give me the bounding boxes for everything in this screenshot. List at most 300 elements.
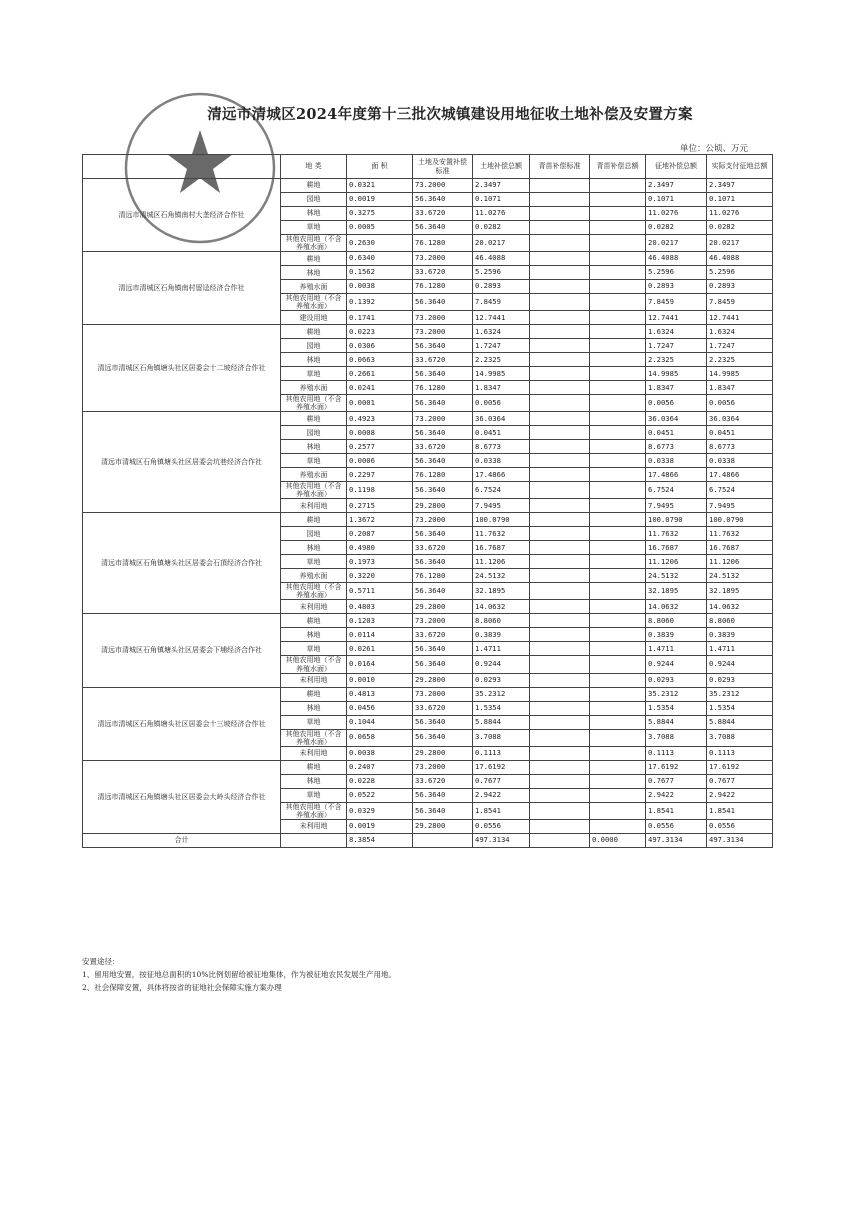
land-type-cell: 耕地 xyxy=(281,513,347,527)
crop-standard-cell xyxy=(530,353,590,367)
land-type-cell: 耕地 xyxy=(281,760,347,774)
crop-total-cell xyxy=(590,395,646,412)
land-type-cell: 草地 xyxy=(281,221,347,235)
actual-payment-cell: 0.7677 xyxy=(707,774,773,788)
land-type-cell: 未利用地 xyxy=(281,746,347,760)
crop-standard-cell xyxy=(530,628,590,642)
standard-cell: 29.2800 xyxy=(413,600,473,614)
land-type-cell: 养殖水面 xyxy=(281,569,347,583)
actual-payment-cell: 0.0056 xyxy=(707,395,773,412)
actual-payment-cell: 1.6324 xyxy=(707,325,773,339)
crop-standard-cell xyxy=(530,381,590,395)
area-cell: 0.3275 xyxy=(347,207,413,221)
collective-name-cell: 清远市清城区石角镇塘头社区居委会坑巷经济合作社 xyxy=(83,412,281,513)
standard-cell: 56.3640 xyxy=(413,583,473,600)
compensation-total-cell: 0.2893 xyxy=(646,280,707,294)
actual-payment-cell: 36.0364 xyxy=(707,412,773,426)
crop-total-cell xyxy=(590,482,646,499)
crop-total-cell xyxy=(590,339,646,353)
land-type-cell: 其他农用地（不含养殖水面） xyxy=(281,294,347,311)
area-cell: 0.0261 xyxy=(347,642,413,656)
land-compensation-cell: 12.7441 xyxy=(473,311,530,325)
compensation-total-cell: 17.4866 xyxy=(646,468,707,482)
note-item: 1、留用地安置，按征地总面积的10%比例划留给被征地集体，作为被征地农民发展生产用地。 xyxy=(82,970,396,979)
land-type-cell: 园地 xyxy=(281,527,347,541)
header-cell: 青苗补偿标准 xyxy=(530,155,590,179)
actual-payment-cell: 16.7687 xyxy=(707,541,773,555)
land-compensation-cell: 0.0556 xyxy=(473,819,530,833)
compensation-total-cell: 1.5354 xyxy=(646,701,707,715)
area-cell: 0.0658 xyxy=(347,729,413,746)
crop-total-cell xyxy=(590,569,646,583)
notes-section xyxy=(82,955,396,994)
compensation-total-cell: 24.5132 xyxy=(646,569,707,583)
crop-standard-cell xyxy=(530,583,590,600)
compensation-total-cell: 0.9244 xyxy=(646,656,707,673)
unit-label: 单位：公顷、万元 xyxy=(680,144,749,154)
compensation-total-cell: 2.3497 xyxy=(646,179,707,193)
crop-total-cell xyxy=(590,819,646,833)
crop-standard-cell xyxy=(530,527,590,541)
area-cell: 0.2407 xyxy=(347,760,413,774)
land-type-cell: 林地 xyxy=(281,266,347,280)
land-compensation-cell: 1.8541 xyxy=(473,802,530,819)
area-cell: 0.2661 xyxy=(347,367,413,381)
crop-total-cell xyxy=(590,555,646,569)
land-type-cell: 园地 xyxy=(281,193,347,207)
crop-total-cell xyxy=(590,381,646,395)
header-cell: 征地补偿总额 xyxy=(646,155,707,179)
compensation-total-cell: 0.0282 xyxy=(646,221,707,235)
total-area-cell: 8.3854 xyxy=(347,833,413,847)
land-compensation-cell: 100.0790 xyxy=(473,513,530,527)
crop-standard-cell xyxy=(530,701,590,715)
collective-name-cell: 清远市清城区石角镇塘头社区居委会十二坡经济合作社 xyxy=(83,325,281,412)
crop-standard-cell xyxy=(530,252,590,266)
compensation-total-cell: 46.4088 xyxy=(646,252,707,266)
land-type-cell: 未利用地 xyxy=(281,673,347,687)
land-type-cell: 其他农用地（不含养殖水面） xyxy=(281,235,347,252)
compensation-total-cell: 0.1113 xyxy=(646,746,707,760)
crop-total-cell xyxy=(590,673,646,687)
crop-standard-cell xyxy=(530,468,590,482)
actual-payment-cell: 12.7441 xyxy=(707,311,773,325)
land-compensation-cell: 24.5132 xyxy=(473,569,530,583)
crop-standard-cell xyxy=(530,311,590,325)
crop-total-cell xyxy=(590,600,646,614)
crop-total-cell xyxy=(590,221,646,235)
area-cell: 0.3220 xyxy=(347,569,413,583)
standard-cell: 76.1280 xyxy=(413,569,473,583)
table-row xyxy=(83,614,773,628)
land-type-cell: 耕地 xyxy=(281,614,347,628)
crop-standard-cell xyxy=(530,774,590,788)
compensation-total-cell: 1.4711 xyxy=(646,642,707,656)
compensation-total-cell: 0.7677 xyxy=(646,774,707,788)
area-cell: 0.0663 xyxy=(347,353,413,367)
land-type-cell: 草地 xyxy=(281,715,347,729)
total-crop-standard-cell xyxy=(530,833,590,847)
crop-total-cell xyxy=(590,614,646,628)
land-compensation-cell: 17.4866 xyxy=(473,468,530,482)
land-compensation-cell: 0.7677 xyxy=(473,774,530,788)
land-type-cell: 未利用地 xyxy=(281,819,347,833)
land-compensation-cell: 2.2325 xyxy=(473,353,530,367)
standard-cell: 73.2000 xyxy=(413,760,473,774)
crop-standard-cell xyxy=(530,412,590,426)
compensation-table xyxy=(82,154,773,848)
land-compensation-cell: 14.0632 xyxy=(473,600,530,614)
area-cell: 0.0008 xyxy=(347,426,413,440)
header-cell: 实际支付征地总额 xyxy=(707,155,773,179)
land-type-cell: 草地 xyxy=(281,367,347,381)
crop-total-cell xyxy=(590,729,646,746)
land-type-cell: 未利用地 xyxy=(281,499,347,513)
land-type-cell: 草地 xyxy=(281,788,347,802)
area-cell: 0.0228 xyxy=(347,774,413,788)
actual-payment-cell: 0.0293 xyxy=(707,673,773,687)
crop-standard-cell xyxy=(530,642,590,656)
crop-total-cell xyxy=(590,513,646,527)
crop-standard-cell xyxy=(530,482,590,499)
area-cell: 0.0019 xyxy=(347,193,413,207)
compensation-total-cell: 16.7687 xyxy=(646,541,707,555)
actual-payment-cell: 14.0632 xyxy=(707,600,773,614)
actual-payment-cell: 8.6773 xyxy=(707,440,773,454)
table-row xyxy=(83,687,773,701)
table-row xyxy=(83,513,773,527)
compensation-total-cell: 5.2596 xyxy=(646,266,707,280)
land-type-cell: 林地 xyxy=(281,628,347,642)
area-cell: 1.3672 xyxy=(347,513,413,527)
land-type-cell: 草地 xyxy=(281,642,347,656)
table-row xyxy=(83,252,773,266)
compensation-total-cell: 36.0364 xyxy=(646,412,707,426)
area-cell: 0.1198 xyxy=(347,482,413,499)
standard-cell: 56.3640 xyxy=(413,527,473,541)
land-type-cell: 林地 xyxy=(281,701,347,715)
table-row xyxy=(83,412,773,426)
area-cell: 0.1203 xyxy=(347,614,413,628)
actual-payment-cell: 35.2312 xyxy=(707,687,773,701)
crop-standard-cell xyxy=(530,569,590,583)
crop-standard-cell xyxy=(530,656,590,673)
land-type-cell: 建设用地 xyxy=(281,311,347,325)
land-compensation-cell: 1.5354 xyxy=(473,701,530,715)
area-cell: 0.4813 xyxy=(347,687,413,701)
compensation-total-cell: 17.6192 xyxy=(646,760,707,774)
crop-total-cell xyxy=(590,325,646,339)
land-compensation-cell: 5.8844 xyxy=(473,715,530,729)
standard-cell: 29.2800 xyxy=(413,499,473,513)
standard-cell: 56.3640 xyxy=(413,339,473,353)
crop-total-cell xyxy=(590,628,646,642)
standard-cell: 73.2000 xyxy=(413,325,473,339)
actual-payment-cell: 1.7247 xyxy=(707,339,773,353)
land-compensation-cell: 0.9244 xyxy=(473,656,530,673)
compensation-total-cell: 0.0293 xyxy=(646,673,707,687)
crop-standard-cell xyxy=(530,600,590,614)
crop-total-cell xyxy=(590,193,646,207)
area-cell: 0.4803 xyxy=(347,600,413,614)
actual-payment-cell: 0.0338 xyxy=(707,454,773,468)
crop-total-cell xyxy=(590,412,646,426)
total-land-cell: 497.3134 xyxy=(473,833,530,847)
crop-standard-cell xyxy=(530,426,590,440)
compensation-total-cell: 11.0276 xyxy=(646,207,707,221)
compensation-total-cell: 35.2312 xyxy=(646,687,707,701)
land-type-cell: 草地 xyxy=(281,555,347,569)
land-compensation-cell: 16.7687 xyxy=(473,541,530,555)
standard-cell: 56.3640 xyxy=(413,193,473,207)
land-compensation-cell: 35.2312 xyxy=(473,687,530,701)
compensation-total-cell: 1.8541 xyxy=(646,802,707,819)
actual-payment-cell: 1.5354 xyxy=(707,701,773,715)
note-item: 2、社会保障安置，具体将按省的征地社会保障实施方案办理 xyxy=(82,983,282,992)
land-compensation-cell: 3.7088 xyxy=(473,729,530,746)
land-compensation-cell: 11.1206 xyxy=(473,555,530,569)
area-cell: 0.0241 xyxy=(347,381,413,395)
crop-total-cell xyxy=(590,527,646,541)
land-compensation-cell: 7.8459 xyxy=(473,294,530,311)
land-type-cell: 林地 xyxy=(281,353,347,367)
actual-payment-cell: 2.9422 xyxy=(707,788,773,802)
area-cell: 0.2297 xyxy=(347,468,413,482)
standard-cell: 76.1280 xyxy=(413,235,473,252)
standard-cell: 29.2800 xyxy=(413,819,473,833)
crop-standard-cell xyxy=(530,715,590,729)
collective-name-cell: 清远市清城区石角镇塘头社区居委会十三坡经济合作社 xyxy=(83,687,281,760)
land-compensation-cell: 0.3839 xyxy=(473,628,530,642)
land-compensation-cell: 0.0056 xyxy=(473,395,530,412)
land-type-cell: 养殖水面 xyxy=(281,381,347,395)
total-type-cell xyxy=(281,833,347,847)
land-compensation-cell: 0.1071 xyxy=(473,193,530,207)
actual-payment-cell: 1.4711 xyxy=(707,642,773,656)
crop-standard-cell xyxy=(530,614,590,628)
area-cell: 0.1562 xyxy=(347,266,413,280)
land-compensation-cell: 0.1113 xyxy=(473,746,530,760)
area-cell: 0.0005 xyxy=(347,221,413,235)
collective-name-cell: 清远市清城区石角镇塘头社区居委会大岭头经济合作社 xyxy=(83,760,281,833)
compensation-total-cell: 100.0790 xyxy=(646,513,707,527)
crop-standard-cell xyxy=(530,280,590,294)
land-compensation-cell: 0.2893 xyxy=(473,280,530,294)
actual-payment-cell: 11.0276 xyxy=(707,207,773,221)
area-cell: 0.1392 xyxy=(347,294,413,311)
collective-name-cell: 清远市清城区石角镇南村大垄经济合作社 xyxy=(83,179,281,252)
total-label-cell: 合计 xyxy=(83,833,281,847)
crop-standard-cell xyxy=(530,207,590,221)
actual-payment-cell: 5.8844 xyxy=(707,715,773,729)
collective-name-cell: 清远市清城区石角镇塘头社区居委会下埔经济合作社 xyxy=(83,614,281,687)
area-cell: 0.0306 xyxy=(347,339,413,353)
land-type-cell: 其他农用地（不含养殖水面） xyxy=(281,482,347,499)
crop-total-cell xyxy=(590,294,646,311)
crop-total-cell xyxy=(590,207,646,221)
actual-payment-cell: 5.2596 xyxy=(707,266,773,280)
standard-cell: 73.2000 xyxy=(413,252,473,266)
land-compensation-cell: 0.0282 xyxy=(473,221,530,235)
actual-payment-cell: 46.4088 xyxy=(707,252,773,266)
crop-total-cell xyxy=(590,746,646,760)
area-cell: 0.5711 xyxy=(347,583,413,600)
standard-cell: 73.2000 xyxy=(413,311,473,325)
compensation-total-cell: 3.7088 xyxy=(646,729,707,746)
table-row xyxy=(83,179,773,193)
crop-standard-cell xyxy=(530,221,590,235)
area-cell: 0.6340 xyxy=(347,252,413,266)
actual-payment-cell: 6.7524 xyxy=(707,482,773,499)
actual-payment-cell: 0.0451 xyxy=(707,426,773,440)
compensation-total-cell: 0.0338 xyxy=(646,454,707,468)
actual-payment-cell: 8.8060 xyxy=(707,614,773,628)
crop-total-cell xyxy=(590,266,646,280)
land-type-cell: 其他农用地（不含养殖水面） xyxy=(281,395,347,412)
actual-payment-cell: 0.3839 xyxy=(707,628,773,642)
crop-standard-cell xyxy=(530,673,590,687)
compensation-total-cell: 8.8060 xyxy=(646,614,707,628)
crop-total-cell xyxy=(590,468,646,482)
crop-total-cell xyxy=(590,454,646,468)
standard-cell: 56.3640 xyxy=(413,715,473,729)
compensation-total-cell: 14.9985 xyxy=(646,367,707,381)
compensation-total-cell: 2.9422 xyxy=(646,788,707,802)
standard-cell: 33.6720 xyxy=(413,266,473,280)
crop-standard-cell xyxy=(530,454,590,468)
crop-standard-cell xyxy=(530,440,590,454)
land-compensation-cell: 36.0364 xyxy=(473,412,530,426)
standard-cell: 56.3640 xyxy=(413,221,473,235)
header-cell: 面 积 xyxy=(347,155,413,179)
crop-standard-cell xyxy=(530,179,590,193)
crop-total-cell xyxy=(590,280,646,294)
standard-cell: 56.3640 xyxy=(413,642,473,656)
area-cell: 0.0019 xyxy=(347,819,413,833)
land-compensation-cell: 2.9422 xyxy=(473,788,530,802)
land-compensation-cell: 7.9495 xyxy=(473,499,530,513)
actual-payment-cell: 1.8347 xyxy=(707,381,773,395)
land-type-cell: 林地 xyxy=(281,541,347,555)
standard-cell: 76.1280 xyxy=(413,468,473,482)
standard-cell: 33.6720 xyxy=(413,353,473,367)
area-cell: 0.0038 xyxy=(347,746,413,760)
land-compensation-cell: 5.2596 xyxy=(473,266,530,280)
land-compensation-cell: 0.0338 xyxy=(473,454,530,468)
compensation-total-cell: 7.8459 xyxy=(646,294,707,311)
actual-payment-cell: 0.0556 xyxy=(707,819,773,833)
crop-standard-cell xyxy=(530,513,590,527)
crop-total-cell xyxy=(590,353,646,367)
crop-total-cell xyxy=(590,715,646,729)
compensation-total-cell: 0.0556 xyxy=(646,819,707,833)
crop-total-cell xyxy=(590,642,646,656)
actual-payment-cell: 14.9985 xyxy=(707,367,773,381)
standard-cell: 73.2000 xyxy=(413,614,473,628)
crop-standard-cell xyxy=(530,339,590,353)
area-cell: 0.2577 xyxy=(347,440,413,454)
collective-name-cell: 清远市清城区石角镇南村留迳经济合作社 xyxy=(83,252,281,325)
standard-cell: 76.1280 xyxy=(413,381,473,395)
compensation-total-cell: 6.7524 xyxy=(646,482,707,499)
header-cell: 土地及安置补偿标准 xyxy=(413,155,473,179)
actual-payment-cell: 32.1895 xyxy=(707,583,773,600)
compensation-total-cell: 0.0451 xyxy=(646,426,707,440)
land-compensation-cell: 17.6192 xyxy=(473,760,530,774)
header-cell: 土地补偿总额 xyxy=(473,155,530,179)
crop-total-cell xyxy=(590,235,646,252)
land-compensation-cell: 20.0217 xyxy=(473,235,530,252)
standard-cell: 56.3640 xyxy=(413,788,473,802)
land-type-cell: 园地 xyxy=(281,339,347,353)
crop-standard-cell xyxy=(530,687,590,701)
standard-cell: 56.3640 xyxy=(413,729,473,746)
land-type-cell: 耕地 xyxy=(281,687,347,701)
area-cell: 0.1973 xyxy=(347,555,413,569)
standard-cell: 56.3640 xyxy=(413,395,473,412)
land-type-cell: 养殖水面 xyxy=(281,280,347,294)
area-cell: 0.1044 xyxy=(347,715,413,729)
compensation-total-cell: 8.6773 xyxy=(646,440,707,454)
standard-cell: 29.2800 xyxy=(413,673,473,687)
land-compensation-cell: 11.7632 xyxy=(473,527,530,541)
standard-cell: 56.3640 xyxy=(413,802,473,819)
area-cell: 0.0010 xyxy=(347,673,413,687)
standard-cell: 73.2000 xyxy=(413,513,473,527)
compensation-total-cell: 32.1895 xyxy=(646,583,707,600)
total-row xyxy=(83,833,773,847)
area-cell: 0.0001 xyxy=(347,395,413,412)
actual-payment-cell: 100.0790 xyxy=(707,513,773,527)
area-cell: 0.0329 xyxy=(347,802,413,819)
crop-standard-cell xyxy=(530,499,590,513)
standard-cell: 76.1280 xyxy=(413,280,473,294)
standard-cell: 73.2000 xyxy=(413,687,473,701)
land-type-cell: 林地 xyxy=(281,774,347,788)
crop-standard-cell xyxy=(530,193,590,207)
standard-cell: 73.2000 xyxy=(413,179,473,193)
land-compensation-cell: 32.1895 xyxy=(473,583,530,600)
crop-total-cell xyxy=(590,311,646,325)
actual-payment-cell: 7.8459 xyxy=(707,294,773,311)
crop-total-cell xyxy=(590,541,646,555)
total-crop-cell: 0.0000 xyxy=(590,833,646,847)
compensation-total-cell: 0.3839 xyxy=(646,628,707,642)
actual-payment-cell: 17.6192 xyxy=(707,760,773,774)
crop-total-cell xyxy=(590,583,646,600)
land-type-cell: 养殖水面 xyxy=(281,468,347,482)
crop-standard-cell xyxy=(530,235,590,252)
land-compensation-cell: 11.0276 xyxy=(473,207,530,221)
table-header-row xyxy=(83,155,773,179)
actual-payment-cell: 11.1206 xyxy=(707,555,773,569)
crop-total-cell xyxy=(590,426,646,440)
land-type-cell: 其他农用地（不含养殖水面） xyxy=(281,583,347,600)
standard-cell: 33.6720 xyxy=(413,440,473,454)
land-type-cell: 林地 xyxy=(281,440,347,454)
standard-cell: 56.3640 xyxy=(413,555,473,569)
crop-standard-cell xyxy=(530,819,590,833)
land-compensation-cell: 1.7247 xyxy=(473,339,530,353)
standard-cell: 33.6720 xyxy=(413,628,473,642)
compensation-total-cell: 11.1206 xyxy=(646,555,707,569)
area-cell: 0.0006 xyxy=(347,454,413,468)
land-type-cell: 其他农用地（不含养殖水面） xyxy=(281,729,347,746)
collective-name-cell: 清远市清城区石角镇塘头社区居委会石頂经济合作社 xyxy=(83,513,281,614)
crop-standard-cell xyxy=(530,802,590,819)
area-cell: 0.0223 xyxy=(347,325,413,339)
crop-total-cell xyxy=(590,440,646,454)
